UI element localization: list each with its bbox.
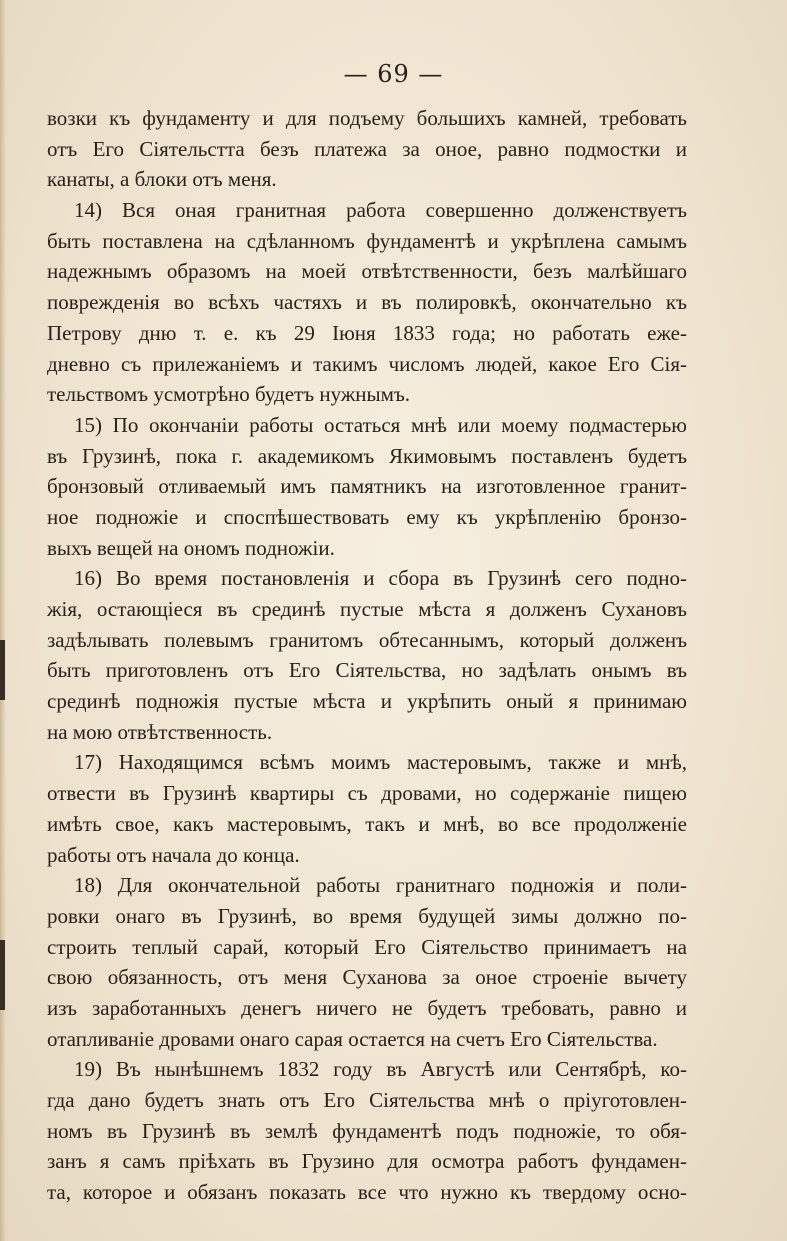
body-text — [47, 103, 687, 1208]
text-line: строить теплый сарай, который Его Сіятельство принимаетъ на — [47, 934, 687, 959]
text-line: работы отъ начала до конца. — [47, 842, 300, 867]
text-line: отапливаніе дровами онаго сарая остается на счетъ Его Сіятельства. — [47, 1026, 658, 1051]
page-spine-edge — [0, 0, 6, 1241]
text-line: жія, остающіеся въ срединѣ пустые мѣста я долженъ Сухановъ — [47, 597, 687, 621]
text-line: быть поставлена на сдѣланномъ фундаментѣ и укрѣплена самымъ — [47, 228, 687, 253]
text-line: возки къ фундаменту и для подъему большихъ камней, требовать — [47, 106, 687, 130]
text-line: 19) Въ нынѣшнемъ 1832 году въ Августѣ или Сентябрѣ, ко- — [74, 1057, 687, 1082]
text-line: ное подножіе и споспѣшествовать ему къ укрѣпленію бронзо- — [47, 504, 687, 529]
text-line: надежнымъ образомъ на моей отвѣтственности, безъ малѣйшаго — [47, 259, 687, 284]
text-line: на мою отвѣтственность. — [47, 719, 273, 744]
text-line: бронзовый отливаемый имъ памятникъ на изготовленное гранит- — [47, 474, 687, 499]
text-line: занъ я самъ пріѣхать въ Грузино для осмотра работъ фундамен- — [47, 1149, 687, 1174]
text-line: 18) Для окончательной работы гранитнаго подножія и поли- — [74, 873, 687, 898]
text-line: въ Грузинѣ, пока г. академикомъ Якимовымъ поставленъ будетъ — [47, 443, 687, 468]
text-line: 15) По окончаніи работы остаться мнѣ или моему подмастерью — [74, 412, 687, 437]
text-line: задѣлывать полевымъ гранитомъ обтесаннымъ, который долженъ — [47, 627, 687, 652]
binding-mark — [0, 940, 5, 1010]
text-line: гда дано будетъ знать отъ Его Сіятельства мнѣ о пріуготовлен- — [47, 1088, 687, 1112]
text-line: тельствомъ усмотрѣно будетъ нужнымъ. — [47, 382, 411, 407]
text-line: канаты, а блоки отъ меня. — [47, 167, 277, 192]
text-line: свою обязанность, отъ меня Суханова за оное строеніе вычету — [47, 965, 687, 990]
text-line: ровки онаго въ Грузинѣ, во время будущей зимы должно по- — [47, 903, 687, 928]
text-line: та, которое и обязанъ показать все что нужно къ твердому осно- — [47, 1180, 687, 1205]
text-line: срединѣ подножія пустые мѣста и укрѣпить оный я принимаю — [47, 689, 687, 714]
text-line: имѣть свое, какъ мастеровымъ, такъ и мнѣ, во все продолженіе — [47, 811, 687, 836]
text-line: отвести въ Грузинѣ квартиры съ дровами, но содержаніе пищею — [47, 781, 687, 806]
binding-mark — [0, 640, 5, 700]
text-line: 17) Находящимся всѣмъ моимъ мастеровымъ, также и мнѣ, — [74, 750, 687, 775]
text-line: выхъ вещей на ономъ подножіи. — [47, 535, 335, 560]
text-line: 14) Вся оная гранитная работа совершенно долженствуетъ — [74, 198, 687, 223]
text-line: изъ заработанныхъ денегъ ничего не будетъ требовать, равно и — [47, 995, 687, 1020]
page-number: — 69 — — [343, 60, 444, 88]
text-line: поврежденія во всѣхъ частяхъ и въ полировкѣ, окончательно къ — [47, 290, 687, 315]
text-line: быть приготовленъ отъ Его Сіятельства, но задѣлать онымъ въ — [47, 658, 687, 683]
text-line: отъ Его Сіятельстта безъ платежа за оное, равно подмостки и — [47, 136, 687, 161]
text-line: номъ въ Грузинѣ въ землѣ фундаментѣ подъ подножіе, то обя- — [47, 1118, 687, 1143]
text-line: 16) Во время постановленія и сбора въ Грузинѣ сего подно- — [74, 566, 687, 591]
text-line: Петрову дню т. е. къ 29 Іюня 1833 года; но работать еже- — [47, 320, 687, 345]
text-line: дневно съ прилежаніемъ и такимъ числомъ людей, какое Его Сія- — [47, 351, 687, 376]
